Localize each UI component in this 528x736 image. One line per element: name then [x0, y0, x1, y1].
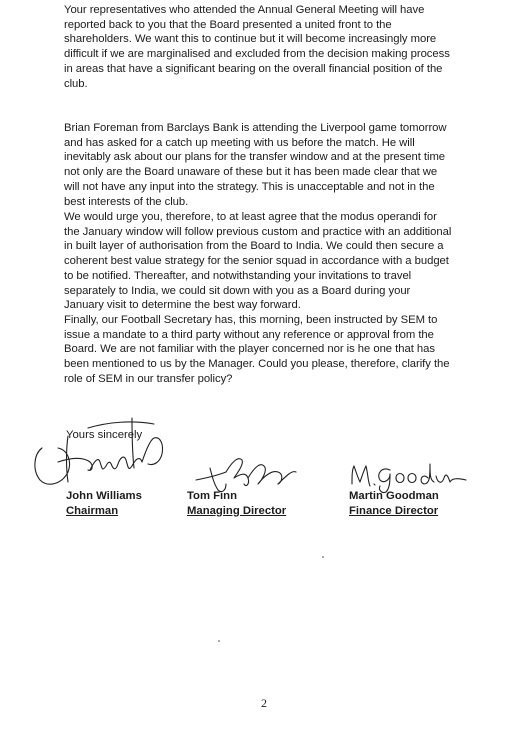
text-line: shareholders. We want this to continue but it will become increasingly more [64, 33, 437, 46]
text-line: will not have any input into the strategy. This is unacceptable and not in the [64, 180, 435, 193]
text-line: coherent best value strategy for the senior squad in accordance with a budget [64, 255, 449, 268]
text-line: not only are the Board unaware of these but it has been made clear that we [64, 166, 438, 179]
text-line: best interests of the club. [64, 195, 189, 208]
text-line: January visit to determine the best way forward. [64, 299, 301, 312]
text-line: and has asked for a catch up meeting with us before the match. He will [64, 136, 415, 149]
scan-speck [218, 640, 220, 642]
text-line: the January window will follow previous custom and practice with an additional [64, 225, 452, 238]
text-line: separately to India, we could sit down with you as a Board during your [64, 284, 411, 297]
scan-speck [322, 556, 324, 558]
paragraph-sem [64, 313, 476, 387]
text-line: Finally, our Football Secretary has, this morning, been instructed by SEM to [64, 314, 438, 326]
text-line: issue a mandate to a third party without any reference or approval from the [64, 328, 434, 341]
signatory-name: Tom Finn [187, 490, 237, 502]
paragraph-january-window [64, 210, 476, 313]
text-line: Board. We are not familiar with the player concerned nor is he one that has [64, 343, 435, 356]
text-line: Your representatives who attended the Annual General Meeting will have [64, 4, 425, 16]
page-number: 2 [261, 696, 267, 710]
signatory-name: John Williams [66, 490, 142, 502]
text-line: reported back to you that the Board presented a united front to the [64, 18, 392, 31]
text-line: in built layer of authorisation from the Board to India. We could then secure a [64, 240, 444, 253]
text-line: in areas that have a significant bearing on the overall financial position of the [64, 62, 443, 75]
signature-john-williams [28, 410, 178, 500]
signatory-managing-director [187, 489, 286, 518]
paragraph-barclays [64, 121, 476, 209]
signatory-title: Managing Director [187, 504, 287, 517]
text-line: Brian Foreman from Barclays Bank is attending the Liverpool game tomorrow [64, 122, 447, 134]
signatory-title: Chairman [66, 504, 119, 517]
signatory-finance-director [349, 489, 439, 518]
paragraph-agm [64, 3, 476, 91]
text-line: to be notified. Thereafter, and notwithstanding your invitations to travel [64, 269, 412, 282]
text-line: role of SEM in our transfer policy? [64, 372, 233, 385]
text-line: We would urge you, therefore, to at least agree that the modus operandi for [64, 211, 437, 223]
signatory-title: Finance Director [349, 504, 439, 517]
signatory-name: Martin Goodman [349, 490, 439, 502]
signatory-chairman [66, 489, 142, 518]
text-line: difficult if we are marginalised and excluded from the decision making process [64, 48, 450, 61]
text-line: been mentioned to us by the Manager. Could you please, therefore, clarify the [64, 358, 450, 371]
text-line: inevitably ask about our plans for the transfer window and at the present time [64, 151, 446, 164]
closing-salutation: Yours sincerely [66, 429, 143, 441]
text-line: club. [64, 77, 88, 90]
